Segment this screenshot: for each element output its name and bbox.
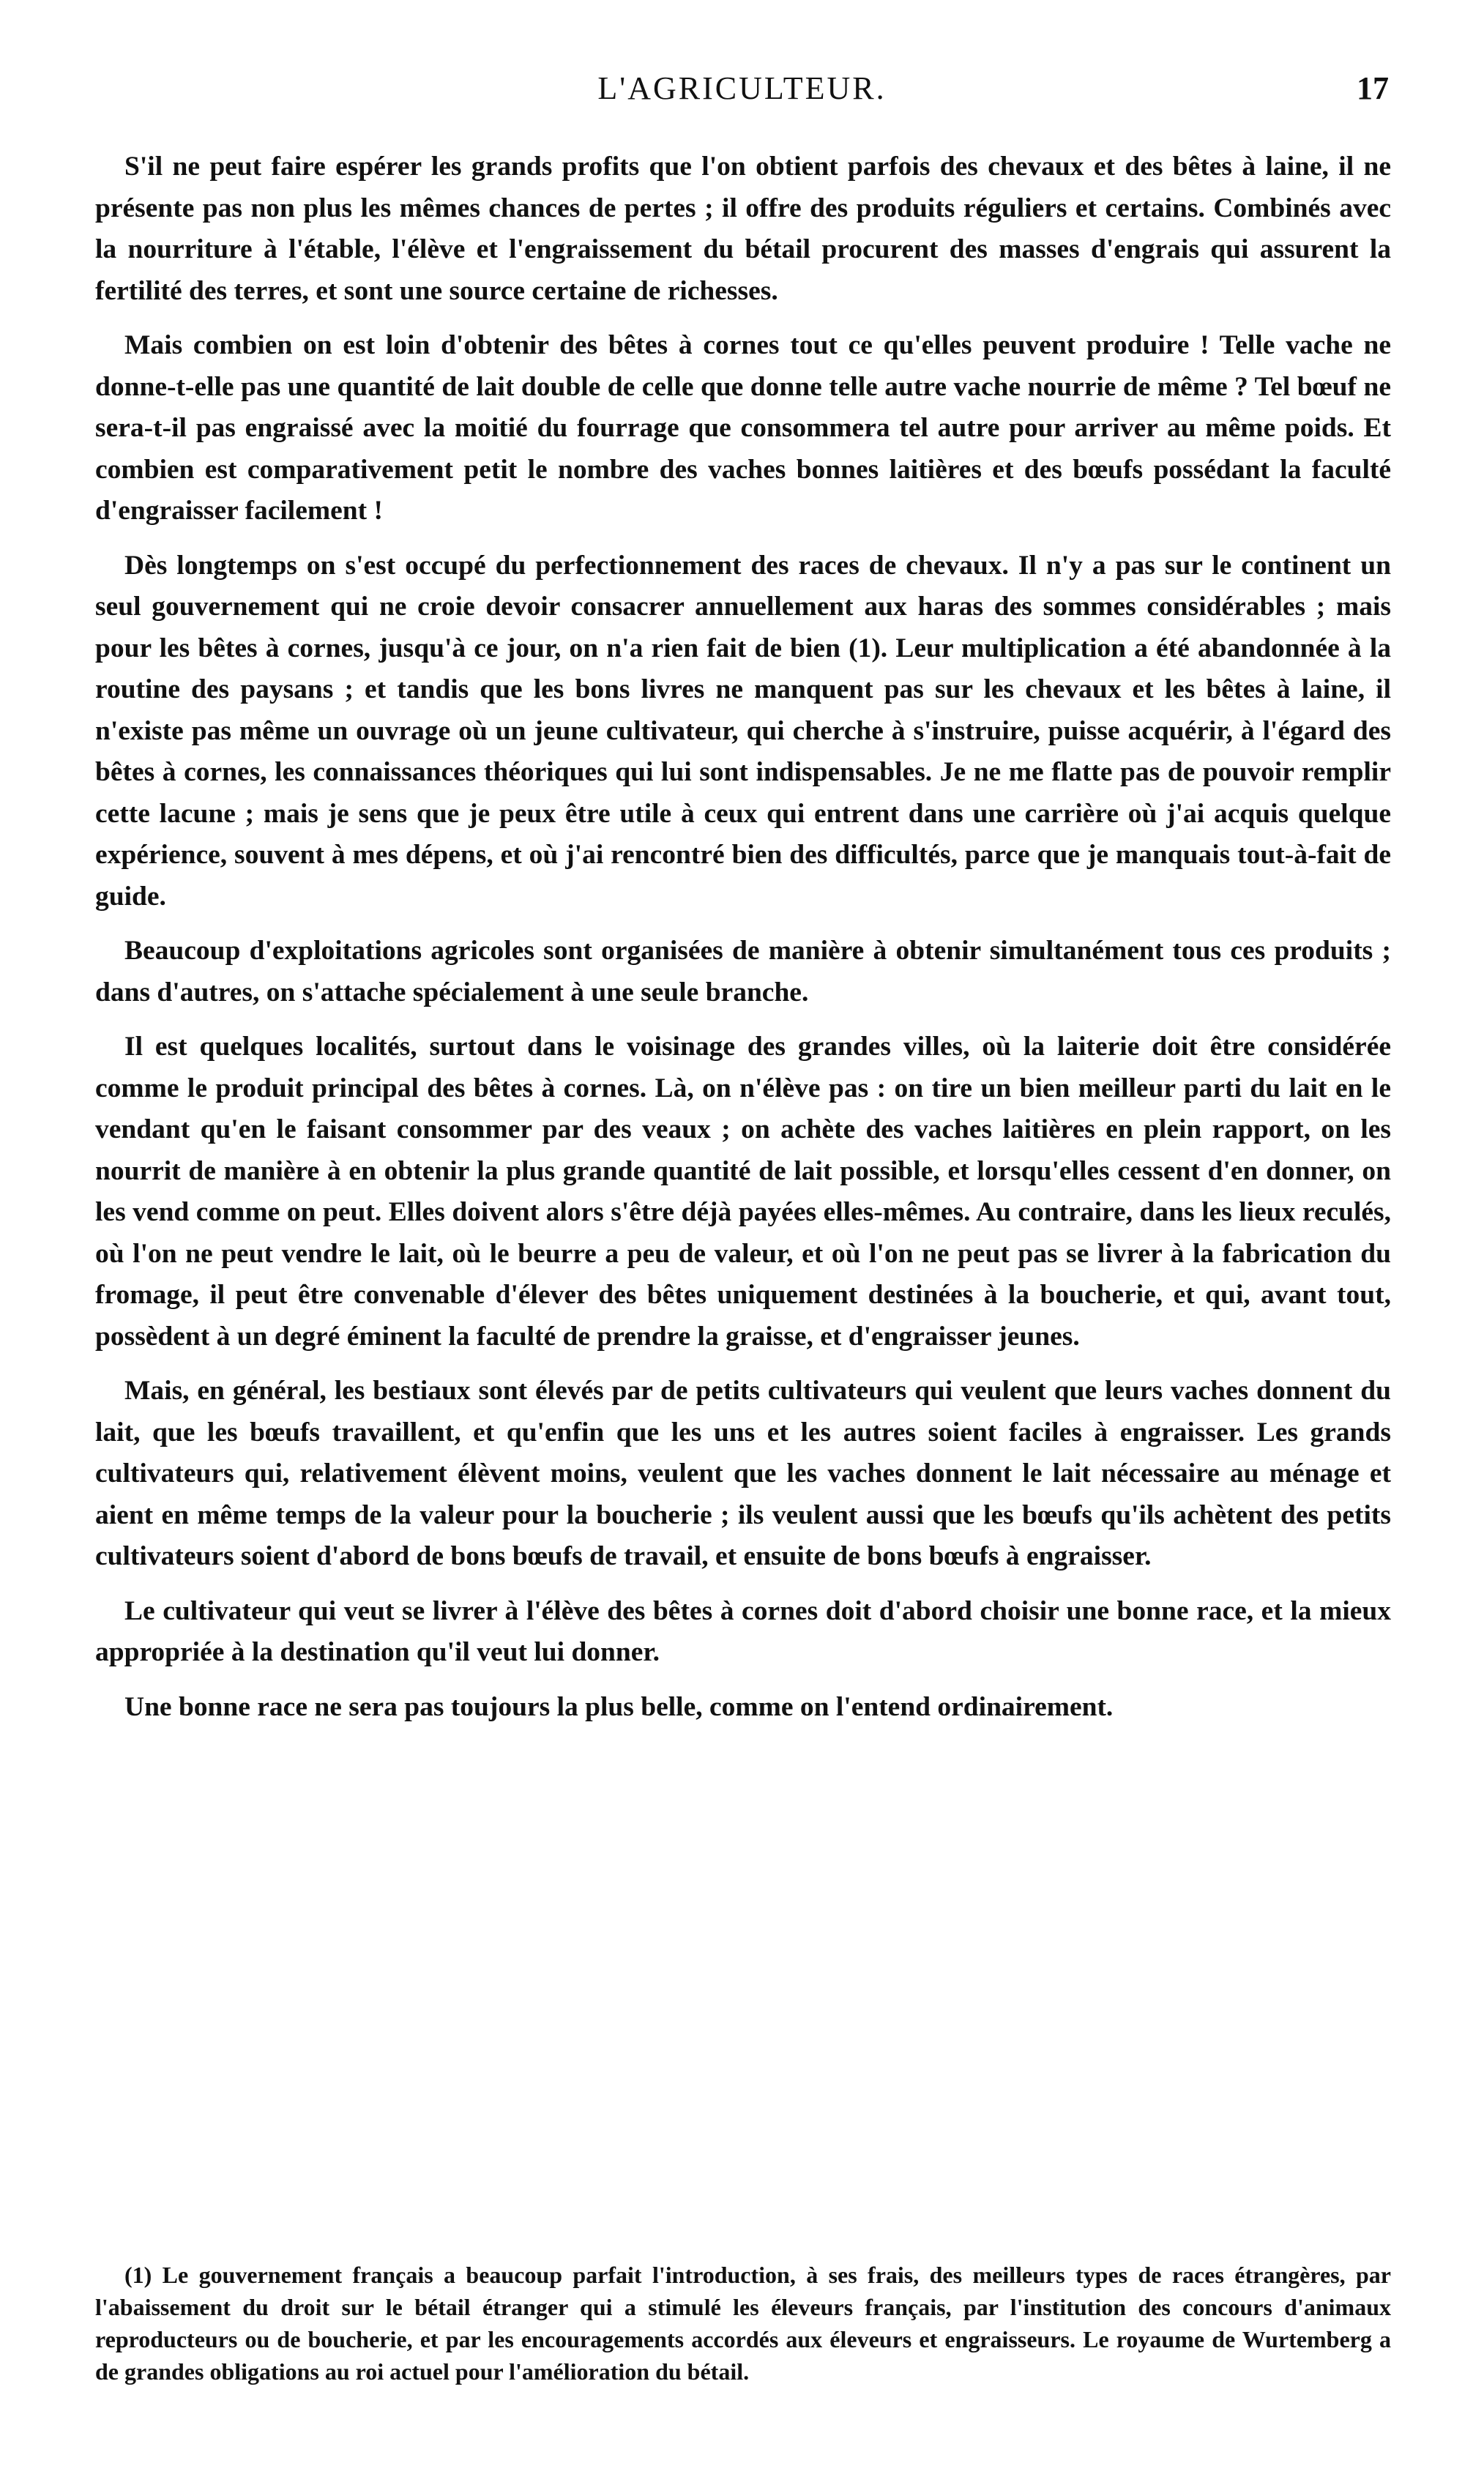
footnote-reference: 1 — [857, 633, 872, 663]
page-number: 17 — [1357, 70, 1389, 106]
paragraph — [95, 545, 1391, 918]
paragraph: Mais, en général, les bestiaux sont élevés par de petits cultivateurs qui veulent que leurs vaches donnent du lait, que les bœufs travaillent, et qu'enfin que les uns et les autres soient faciles à engraisser. Les grands cultivateurs qui, relativement élèvent moins, veulent que les vaches donnent le lait nécessaire au ménage et aient en même temps de la valeur pour la boucherie ; ils veulent aussi que les bœufs qu'ils achètent des petits cultivateurs soient d'abord de bons bœufs de travail, et ensuite de bons bœufs à engraisser. — [95, 1376, 1391, 1571]
paragraph-text: ). Leur multiplication a été abandonnée à la routine des paysans ; et tandis que les bons livres ne manquent pas sur les chevaux et les bêtes à laine, il n'existe pas même un ouvrage où un jeune cultivateur, qui cherche à s'instruire, puisse acquérir, à l'égard des bêtes à cornes, les connaissances théoriques qui lui sont indispensables. Je ne me flatte pas de pouvoir remplir cette lacune ; mais je sens que je peux être utile à ceux qui entrent dans une carrière où j'ai acquis quelque expérience, souvent à mes dépens, et où j'ai rencontré bien des difficultés, parce que je manquais tout-à-fait de guide. — [95, 633, 1391, 912]
footnote — [95, 2259, 1391, 2388]
paragraph: Mais combien on est loin d'obtenir des bêtes à cornes tout ce qu'elles peuvent produire ! Telle vache ne donne-t-elle pas une quantité de lait double de celle que donne telle autre vache nourrie de même ? Tel bœuf ne sera-t-il pas engraissé avec la moitié du fourrage que consommera tel autre pour arriver au même poids. Et combien est comparativement petit le nombre des vaches bonnes laitières et des bœufs possédant la faculté d'engraisser facilement ! — [95, 330, 1391, 526]
running-title: L'AGRICULTEUR. — [597, 70, 887, 106]
paragraph: Il est quelques localités, surtout dans le voisinage des grandes villes, où la laiterie doit être considérée comme le produit principal des bêtes à cornes. Là, on n'élève pas : on tire un bien meilleur parti du lait en le vendant qu'en le faisant consommer par des veaux ; on achète des vaches laitières en plein rapport, on les nourrit de manière à en obtenir la plus grande quantité de lait possible, et lorsqu'elles cessent d'en donner, on les vend comme on peut. Elles doivent alors s'être déjà payées elles-mêmes. Au contraire, dans les lieux reculés, où l'on ne peut vendre le lait, où le beurre a peu de valeur, et où l'on ne peut pas se livrer à la fabrication du fromage, il peut être convenable d'élever des bêtes uniquement destinées à la boucherie, et qui, avant tout, possèdent à un degré éminent la faculté de prendre la graisse, et d'engraisser jeunes. — [95, 1032, 1391, 1352]
footnote-text: (1) Le gouvernement français a beaucoup parfait l'introduction, à ses frais, des meilleurs types de races étrangères, par l'abaissement du droit sur le bétail étranger qui a stimulé les éleveurs français, par l'institution des concours d'animaux reproducteurs ou de boucherie, et par les encouragements accordés aux éleveurs et engraisseurs. Le royaume de Wurtemberg a de grandes obligations au roi actuel pour l'amélioration du bétail. — [95, 2262, 1391, 2385]
paragraph: Le cultivateur qui veut se livrer à l'élève des bêtes à cornes doit d'abord choisir une bonne race, et la mieux appropriée à la destination qu'il veut lui donner. — [95, 1595, 1391, 1667]
running-header — [95, 70, 1389, 113]
body-text — [95, 146, 1391, 1741]
paragraph-text: Dès longtemps on s'est occupé du perfectionnement des races de chevaux. Il n'y a pas sur le continent un seul gouvernement qui ne croie devoir consacrer annuellement aux haras des sommes considérables ; mais pour les bêtes à cornes, jusqu'à ce jour, on n'a rien fait de bien ( — [95, 550, 1391, 663]
paragraph: S'il ne peut faire espérer les grands profits que l'on obtient parfois des chevaux et des bêtes à laine, il ne présente pas non plus les mêmes chances de pertes ; il offre des produits réguliers et certains. Combinés avec la nourriture à l'étable, l'élève et l'engraissement du bétail procurent des masses d'engrais qui assurent la fertilité des terres, et sont une source certaine de richesses. — [95, 152, 1391, 306]
paragraph: Une bonne race ne sera pas toujours la plus belle, comme on l'entend ordinairement. — [124, 1691, 1114, 1722]
paragraph: Beaucoup d'exploitations agricoles sont organisées de manière à obtenir simultanément tous ces produits ; dans d'autres, on s'attache spécialement à une seule branche. — [95, 936, 1391, 1007]
